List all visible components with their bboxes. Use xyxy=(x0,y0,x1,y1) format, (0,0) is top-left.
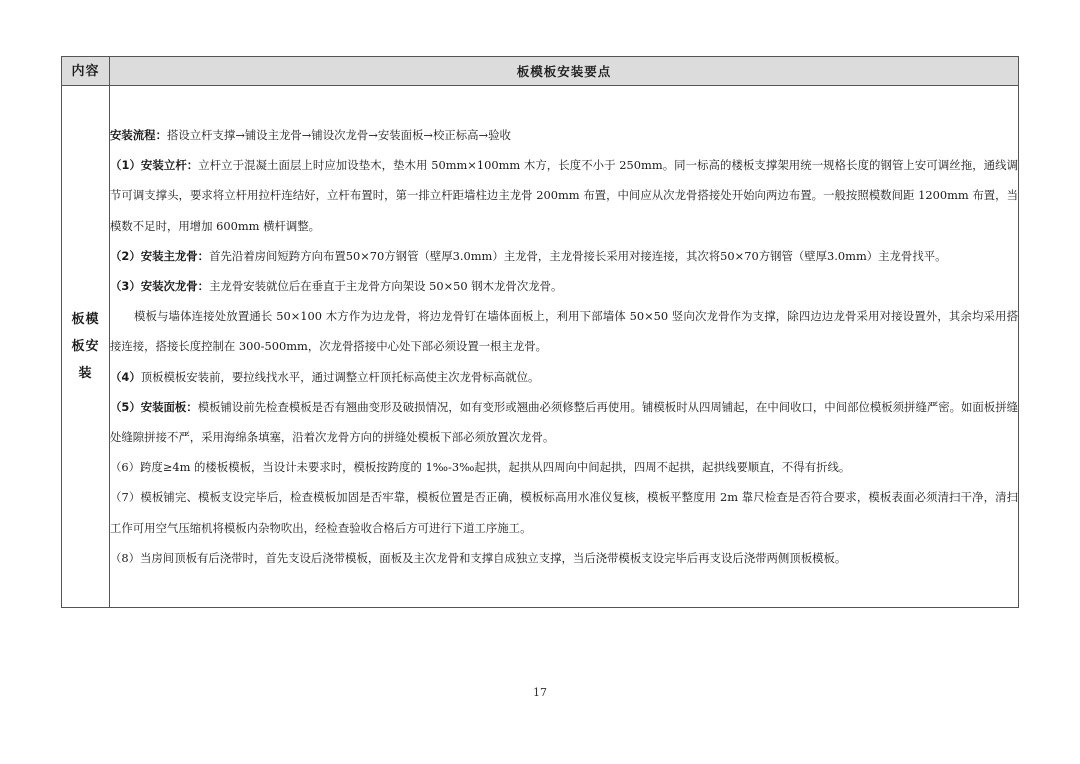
paragraph-camber xyxy=(110,452,1018,482)
paragraph-install-posts xyxy=(110,150,1018,241)
paragraph-lead: （3）安装次龙骨： xyxy=(110,278,210,293)
paragraph-text: （6）跨度≥4m 的楼板模板，当设计未要求时，模板按跨度的 1‰-3‰起拱，起拱从四周向中间起拱，四周不起拱，起拱线要顺直，不得有折线。 xyxy=(110,460,851,475)
paragraph-edge-keel xyxy=(110,301,1018,361)
paragraph-text: 模板与墙体连接处放置通长 50×100 木方作为边龙骨，将边龙骨钉在墙体面板上，利用下部墙体 50×50 竖向次龙骨作为支撑，除四边边龙骨采用对接设置外，其余均采用搭接连接，搭接长度控制在 300-500mm，次龙骨搭接中心处下部必须设置一根主龙骨。 xyxy=(110,309,1018,354)
content-cell xyxy=(110,86,1019,608)
paragraph-panel xyxy=(110,392,1018,452)
paragraph-secondary-keel xyxy=(110,271,1018,301)
paragraph-text: 顶板模板安装前，要拉线找水平，通过调整立杆顶托标高使主次龙骨标高就位。 xyxy=(140,369,540,384)
header-content-column: 内容 xyxy=(62,57,110,86)
paragraph-text: 模板铺设前先检查模板是否有翘曲变形及破损情况，如有变形或翘曲必须修整后再使用。铺模板时从四周铺起，在中间收口，中间部位模板须拼缝严密。如面板拼缝处缝隙拼接不严，采用海绵条填塞，沿着次龙骨方向的拼缝处模板下部必须放置次龙骨。 xyxy=(110,399,1018,444)
paragraph-lead: （1）安装立杆： xyxy=(110,158,199,173)
row-label-cell xyxy=(62,86,110,608)
content-table xyxy=(61,56,1019,608)
paragraph-text: 立杆立于混凝土面层上时应加设垫木，垫木用 50mm×100mm 木方，长度不小于 250mm。同一标高的楼板支撑架用统一规格长度的钢管上安可调丝拖，通线调节可调支撑头，要求将立杆用拉杆连结好，立杆布置时，第一排立杆距墙柱边主龙骨 200mm 布置，中间应从次龙骨搭接处开始向两边布置。一般按照模数间距 1200mm 布置，当模数不足时，用增加 600mm 横杆调整。 xyxy=(110,158,1018,233)
paragraph-text: （7）模板铺完、模板支设完毕后，检查模板加固是否牢靠，模板位置是否正确，模板标高用水准仪复核，模板平整度用 2m 靠尺检查是否符合要求，模板表面必须清扫干净，清扫工作可用空气压缩机将模板内杂物吹出，经检查验收合格后方可进行下道工序施工。 xyxy=(110,490,1018,535)
paragraph-lead: （4） xyxy=(110,369,141,384)
table-header-row xyxy=(62,57,1019,86)
header-key-points-column: 板模板安装要点 xyxy=(110,57,1019,86)
paragraph-main-keel xyxy=(110,241,1018,271)
paragraph-lead: （5）安装面板： xyxy=(110,399,198,414)
paragraph-lead: 安装流程： xyxy=(110,127,167,142)
paragraph-flow xyxy=(110,120,1018,150)
paragraph-leveling xyxy=(110,362,1018,392)
row-label: 板模板安装 xyxy=(71,312,100,381)
paragraph-post-pour-strip xyxy=(110,543,1018,573)
table-body-row xyxy=(62,86,1019,608)
paragraph-lead: （2）安装主龙骨： xyxy=(110,248,210,263)
page-number: 17 xyxy=(533,686,547,699)
paragraph-text: 主龙骨安装就位后在垂直于主龙骨方向架设 50×50 钢木龙骨次龙骨。 xyxy=(209,278,563,293)
paragraph-text: （8）当房间顶板有后浇带时，首先支设后浇带模板，面板及主次龙骨和支撑自成独立支撑，当后浇带模板支设完毕后再支设后浇带两侧顶板模板。 xyxy=(110,550,847,565)
paragraph-text: 首先沿着房间短跨方向布置50×70方钢管（壁厚3.0mm）主龙骨，主龙骨接长采用对接连接，其次将50×70方钢管（壁厚3.0mm）主龙骨找平。 xyxy=(209,248,947,263)
paragraph-text: 搭设立杆支撑→铺设主龙骨→铺设次龙骨→安装面板→校正标高→验收 xyxy=(166,127,511,142)
paragraph-inspection xyxy=(110,482,1018,542)
